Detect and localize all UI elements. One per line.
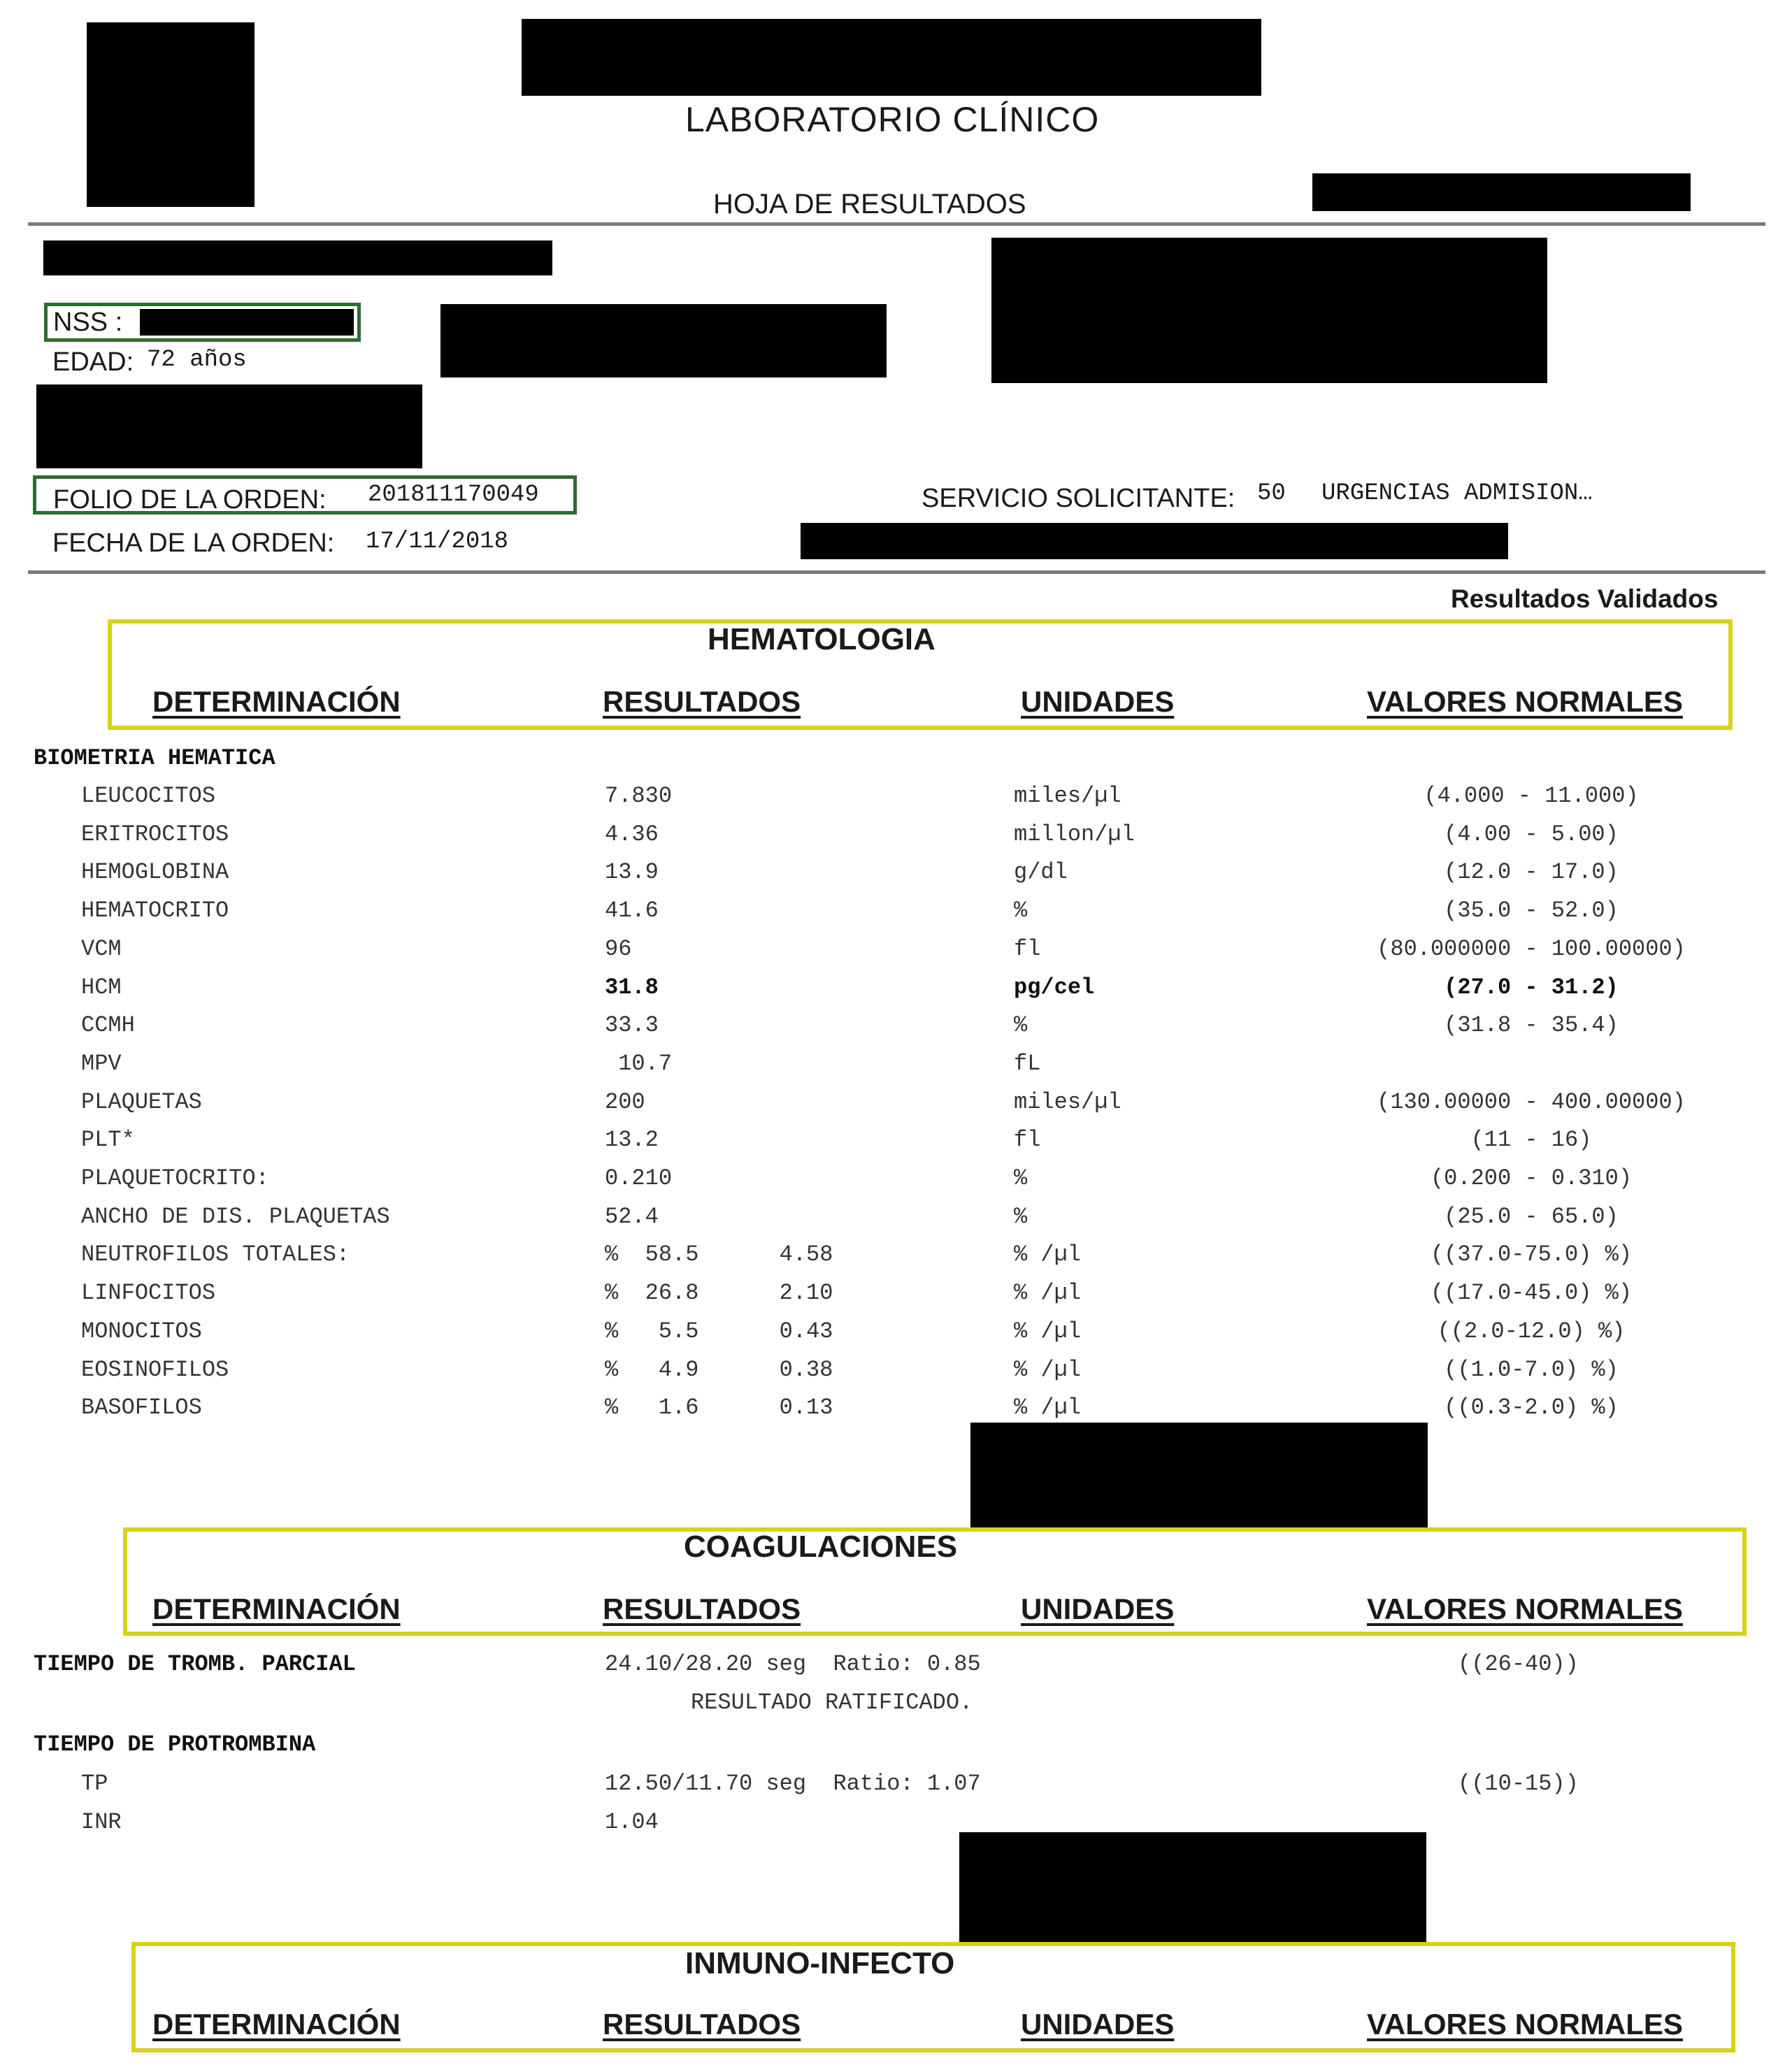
row-range: (35.0 - 52.0) — [1444, 898, 1619, 924]
validation-status: Resultados Validados — [1451, 584, 1719, 613]
row-unit: fl — [1014, 935, 1041, 962]
row-range: (80.000000 - 100.00000) — [1377, 935, 1686, 962]
row-range: (0.200 - 0.310) — [1430, 1165, 1633, 1191]
folio-label: FOLIO DE LA ORDEN: — [53, 485, 327, 515]
row-unit: miles/µl — [1014, 1088, 1121, 1115]
row-name: HCM — [81, 974, 122, 1000]
row-name: PLT* — [81, 1127, 135, 1153]
col-valores: VALORES NORMALES — [1367, 685, 1683, 718]
sheet-subtitle: HOJA DE RESULTADOS — [713, 189, 1026, 220]
row-unit: miles/µl — [1014, 783, 1121, 809]
row-name: ANCHO DE DIS. PLAQUETAS — [81, 1203, 390, 1230]
patient-divider — [28, 570, 1765, 574]
row-unit: % /µl — [1014, 1242, 1082, 1268]
row-range: (11 - 16) — [1470, 1127, 1592, 1153]
row-name: VCM — [81, 935, 122, 962]
row-range: (4.000 - 11.000) — [1424, 783, 1639, 809]
patient-address-redaction — [991, 238, 1547, 383]
row-unit: fL — [1014, 1050, 1041, 1077]
row-name: MPV — [81, 1050, 122, 1077]
inmuno-col-resultados: RESULTADOS — [603, 2008, 801, 2041]
row-range: ((37.0-75.0) %) — [1430, 1242, 1633, 1268]
row-range: (25.0 - 65.0) — [1444, 1203, 1619, 1230]
nss-box — [44, 303, 361, 342]
row-result: % 5.5 0.43 — [605, 1318, 833, 1344]
row-result: 7.830 — [605, 783, 673, 809]
row-result: % 1.6 0.13 — [605, 1395, 833, 1421]
inr-label: INR — [81, 1809, 122, 1835]
row-result: 52.4 — [605, 1203, 659, 1230]
patient-extra-redaction — [36, 384, 422, 468]
patient-name-redaction — [43, 240, 552, 275]
row-unit: % /µl — [1014, 1280, 1082, 1307]
row-result: 0.210 — [605, 1165, 673, 1191]
row-name: ERITROCITOS — [81, 821, 229, 847]
coag-col-valores: VALORES NORMALES — [1367, 1592, 1683, 1625]
row-name: PLAQUETOCRITO: — [81, 1165, 269, 1191]
row-name: HEMOGLOBINA — [81, 859, 229, 886]
fecha-label: FECHA DE LA ORDEN: — [52, 528, 335, 558]
row-result: % 58.5 4.58 — [605, 1242, 833, 1268]
inmuno-col-unidades: UNIDADES — [1021, 2008, 1175, 2041]
row-name: LINFOCITOS — [81, 1280, 216, 1307]
inr-result: 1.04 — [605, 1809, 659, 1835]
row-name: LEUCOCITOS — [81, 783, 216, 809]
row-result: 96 — [605, 935, 632, 962]
nss-label: NSS : — [53, 308, 123, 337]
row-result: 200 — [605, 1088, 645, 1115]
validator-redaction-2 — [959, 1832, 1426, 1943]
edad-value: 72 años — [147, 347, 247, 373]
row-unit: pg/cel — [1014, 974, 1095, 1000]
row-unit: % /µl — [1014, 1318, 1082, 1344]
row-range: ((1.0-7.0) %) — [1444, 1356, 1619, 1383]
col-unidades: UNIDADES — [1021, 685, 1175, 718]
servicio-name: URGENCIAS ADMISION… — [1321, 480, 1593, 507]
servicio-code: 50 — [1257, 480, 1286, 507]
coag-title: COAGULACIONES — [684, 1530, 958, 1564]
ttp-label: TIEMPO DE TROMB. PARCIAL — [34, 1651, 356, 1677]
tp-range: ((10-15)) — [1458, 1771, 1579, 1797]
row-unit: % /µl — [1014, 1356, 1082, 1383]
inmuno-title: INMUNO-INFECTO — [685, 1946, 955, 1980]
header-divider — [28, 222, 1765, 226]
row-range: (4.00 - 5.00) — [1444, 821, 1619, 847]
row-range: (12.0 - 17.0) — [1444, 859, 1619, 886]
group-biometria: BIOMETRIA HEMATICA — [34, 745, 275, 771]
row-result: 10.7 — [605, 1050, 673, 1077]
row-unit: % — [1014, 1012, 1028, 1039]
row-unit: % — [1014, 1165, 1028, 1191]
row-name: EOSINOFILOS — [81, 1356, 229, 1383]
row-name: PLAQUETAS — [81, 1088, 202, 1115]
inmuno-col-valores: VALORES NORMALES — [1367, 2008, 1683, 2041]
doctor-redaction — [801, 523, 1508, 559]
row-result: 13.9 — [605, 859, 659, 886]
row-name: HEMATOCRITO — [81, 898, 229, 924]
col-determinacion: DETERMINACIÓN — [152, 685, 401, 718]
coag-col-unidades: UNIDADES — [1021, 1592, 1175, 1625]
inmuno-col-determinacion: DETERMINACIÓN — [152, 2008, 401, 2041]
fecha-value: 17/11/2018 — [366, 528, 509, 555]
row-result: 4.36 — [605, 821, 659, 847]
row-result: 33.3 — [605, 1012, 659, 1039]
row-result: % 4.9 0.38 — [605, 1356, 833, 1383]
row-name: NEUTROFILOS TOTALES: — [81, 1242, 350, 1268]
row-result: 13.2 — [605, 1127, 659, 1153]
ttp-note: RESULTADO RATIFICADO. — [691, 1690, 973, 1715]
folio-box — [33, 475, 577, 515]
tp-result: 12.50/11.70 seg Ratio: 1.07 — [605, 1771, 981, 1797]
tp-group: TIEMPO DE PROTROMBINA — [34, 1732, 316, 1757]
row-unit: % — [1014, 1203, 1028, 1230]
servicio-label: SERVICIO SOLICITANTE: — [922, 484, 1235, 513]
row-range: ((0.3-2.0) %) — [1444, 1395, 1619, 1421]
header-right-redaction — [1312, 173, 1691, 211]
row-unit: g/dl — [1014, 859, 1068, 886]
edad-label: EDAD: — [52, 347, 134, 377]
row-unit: % /µl — [1014, 1395, 1082, 1421]
row-name: BASOFILOS — [81, 1395, 202, 1421]
row-range: (31.8 - 35.4) — [1444, 1012, 1619, 1039]
row-name: MONOCITOS — [81, 1318, 202, 1344]
row-unit: % — [1014, 898, 1028, 924]
row-range: (27.0 - 31.2) — [1444, 974, 1619, 1000]
row-range: ((17.0-45.0) %) — [1430, 1280, 1633, 1307]
folio-value: 201811170049 — [368, 482, 539, 508]
row-unit: fl — [1014, 1127, 1041, 1153]
row-result: 31.8 — [605, 974, 659, 1000]
row-range: (130.00000 - 400.00000) — [1377, 1088, 1686, 1115]
ttp-result: 24.10/28.20 seg Ratio: 0.85 — [605, 1651, 981, 1677]
tp-label: TP — [81, 1771, 108, 1797]
row-unit: millon/µl — [1014, 821, 1135, 847]
logo-redaction — [87, 22, 255, 207]
lab-title: LABORATORIO CLÍNICO — [685, 100, 1100, 139]
patient-info-redaction — [440, 304, 887, 377]
ttp-range: ((26-40)) — [1458, 1651, 1579, 1677]
row-name: CCMH — [81, 1012, 135, 1039]
row-range: ((2.0-12.0) %) — [1437, 1318, 1626, 1344]
col-resultados: RESULTADOS — [603, 685, 801, 718]
institution-redaction — [522, 19, 1261, 96]
coag-col-resultados: RESULTADOS — [603, 1592, 801, 1625]
coag-col-determinacion: DETERMINACIÓN — [152, 1592, 401, 1625]
nss-redaction — [140, 309, 354, 336]
validator-redaction-1 — [970, 1423, 1428, 1529]
row-result: 41.6 — [605, 898, 659, 924]
row-result: % 26.8 2.10 — [605, 1280, 833, 1307]
hematologia-title: HEMATOLOGIA — [708, 622, 935, 656]
